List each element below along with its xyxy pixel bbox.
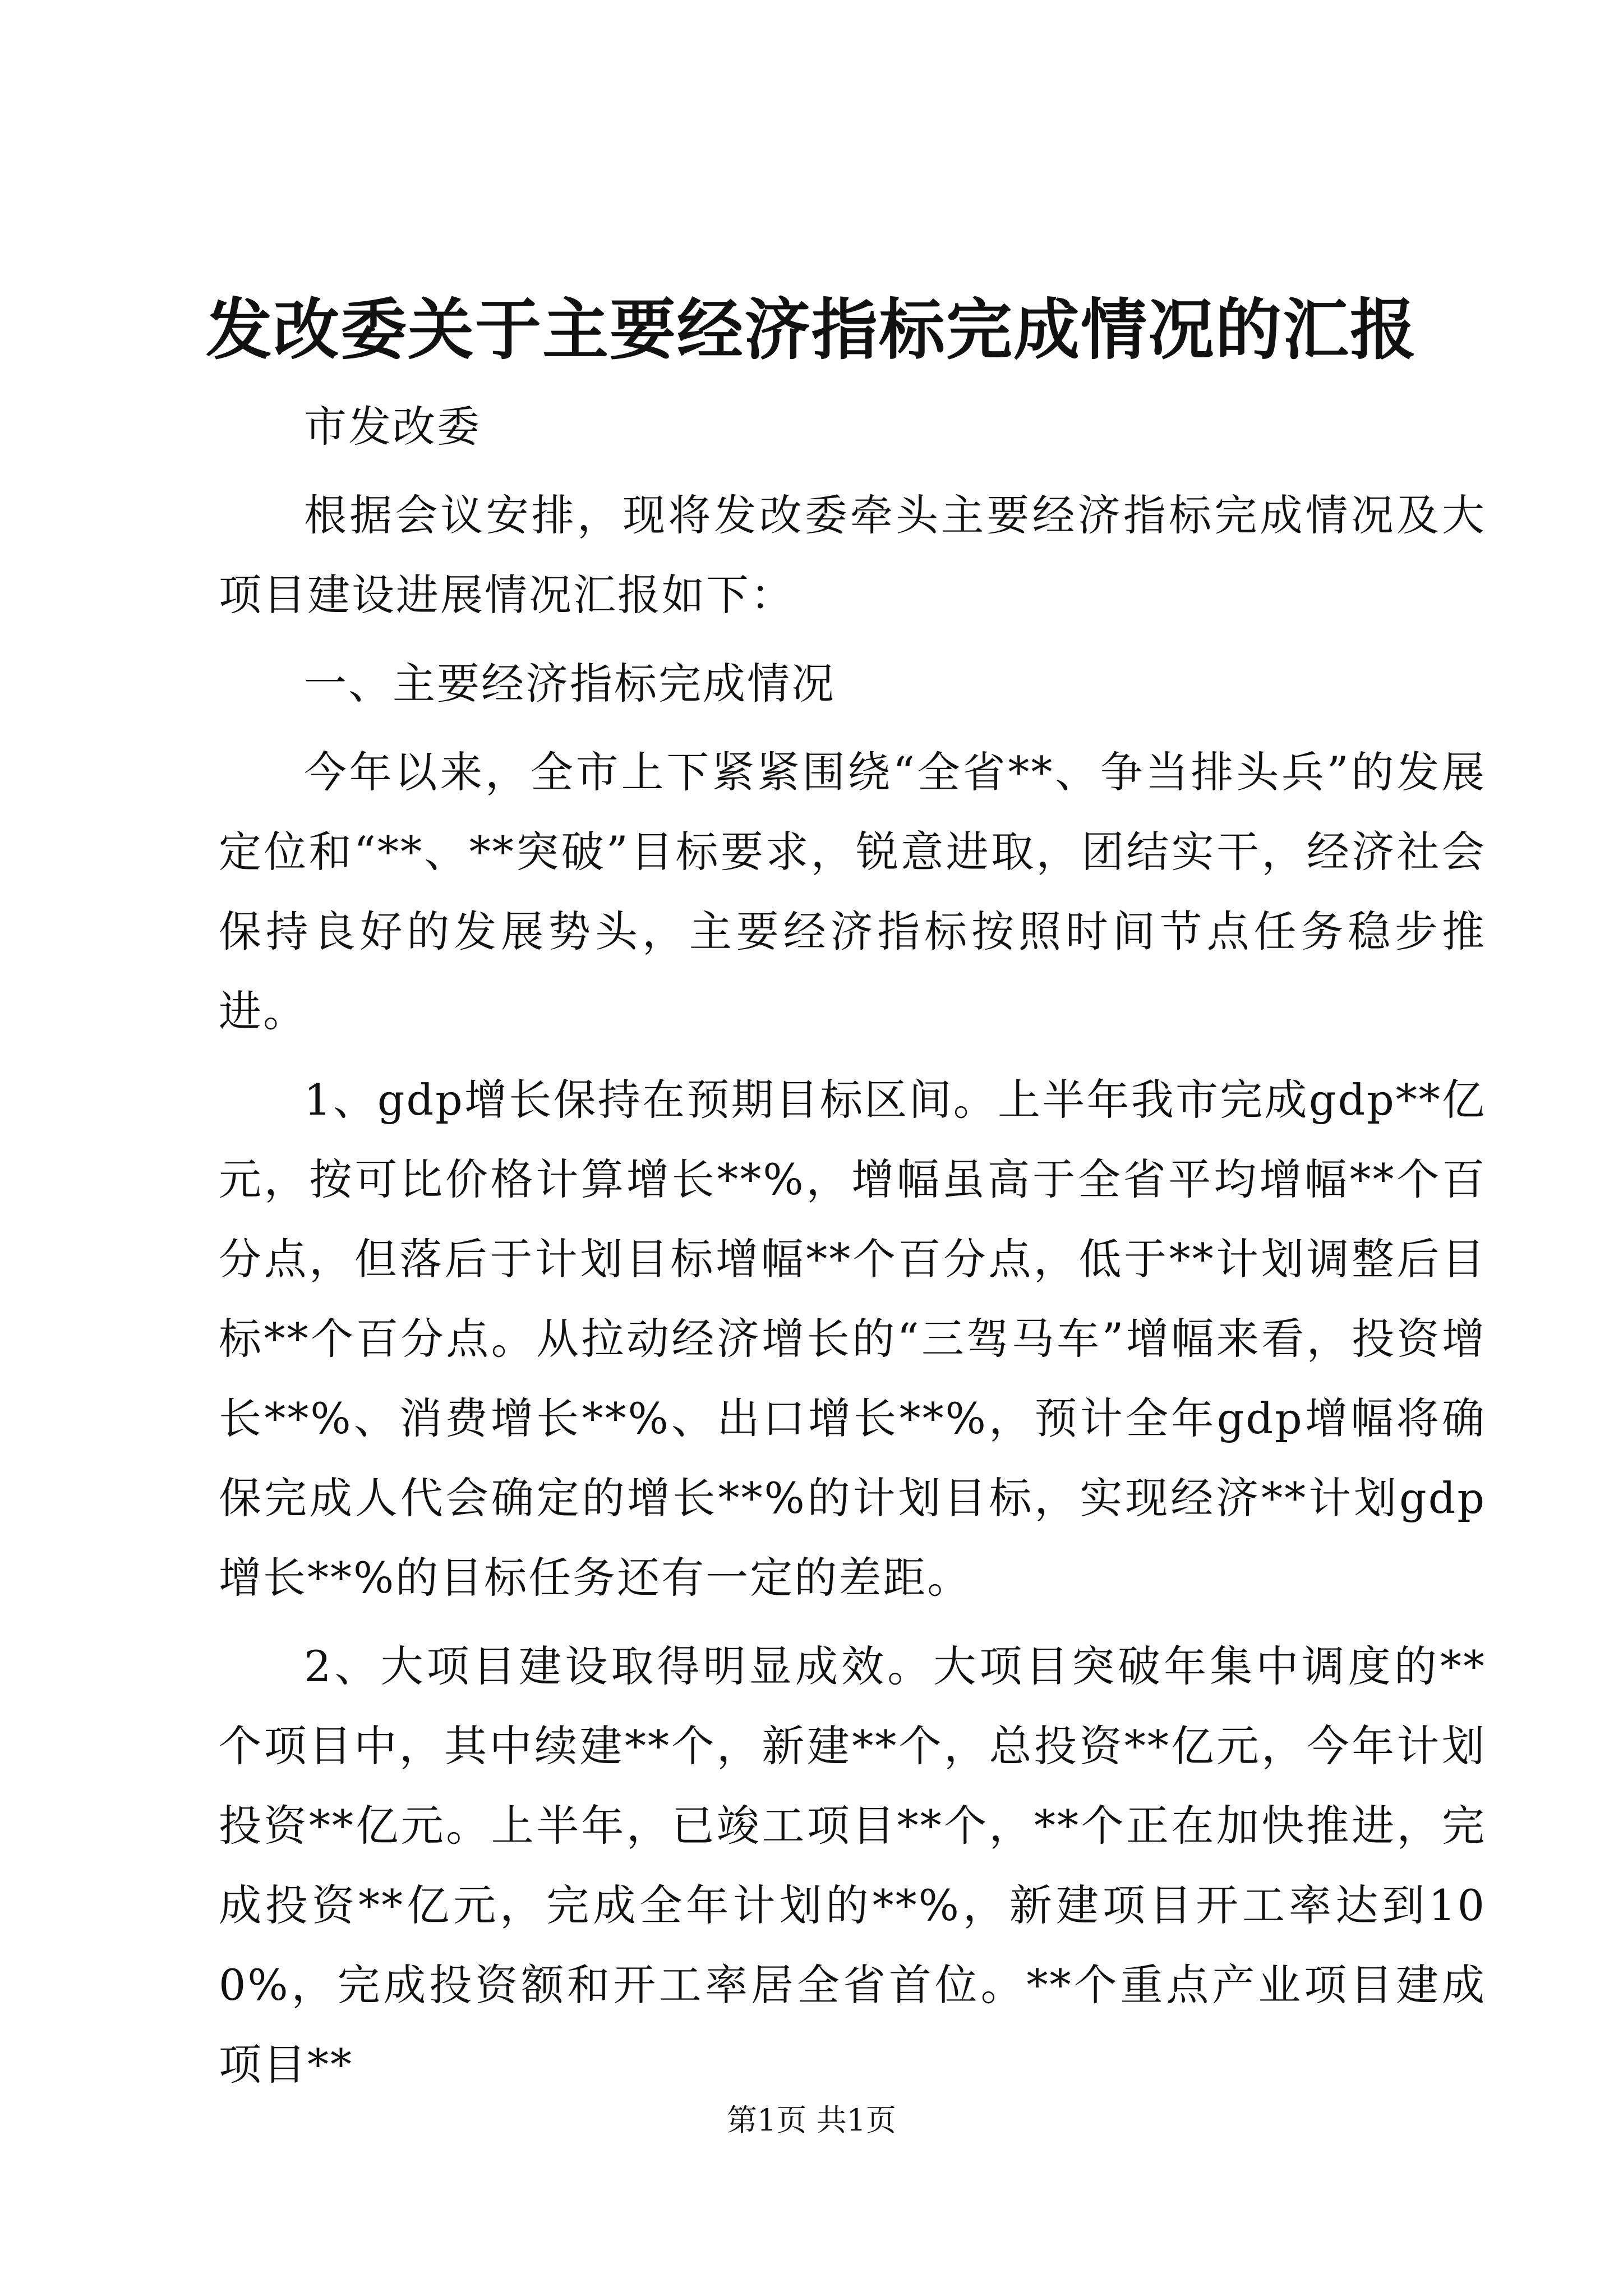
section-heading: 一、主要经济指标完成情况 xyxy=(304,659,836,708)
document-title: 发改委关于主要经济指标完成情况的汇报 xyxy=(205,291,1417,369)
document-body xyxy=(219,387,1486,2114)
issuer-line: 市发改委 xyxy=(304,402,481,452)
intro-paragraph: 根据会议安排，现将发改委牵头主要经济指标完成情况及大项目建设进展情况汇报如下： xyxy=(219,490,1486,620)
gdp-paragraph: 1、gdp增长保持在预期目标区间。上半年我市完成gdp**亿元，按可比价格计算增长**%，增幅虽高于全省平均增幅**个百分点，但落后于计划目标增幅**个百分点，低于**计划调整后目标**个百分点。从拉动经济增长的“三驾马车”增幅来看，投资增长**%、消费增长**%、出口增长**%，预计全年gdp增幅将确保完成人代会确定的增长**%的计划目标，实现经济**计划gdp增长**%的目标任务还有一定的差距。 xyxy=(219,1075,1486,1603)
page-number-footer: 第1页 共1页 xyxy=(727,2102,896,2138)
projects-paragraph: 2、大项目建设取得明显成效。大项目突破年集中调度的**个项目中，其中续建**个，新建**个，总投资**亿元，今年计划投资**亿元。上半年，已竣工项目**个，**个正在加快推进，完成投资**亿元，完成全年计划的**%，新建项目开工率达到100%，完成投资额和开工率居全省首位。**个重点产业项目建成项目** xyxy=(219,1641,1486,2090)
overview-paragraph: 今年以来，全市上下紧紧围绕“全省**、争当排头兵”的发展定位和“**、**突破”目标要求，锐意进取，团结实干，经济社会保持良好的发展势头，主要经济指标按照时间节点任务稳步推进。 xyxy=(219,747,1486,1036)
